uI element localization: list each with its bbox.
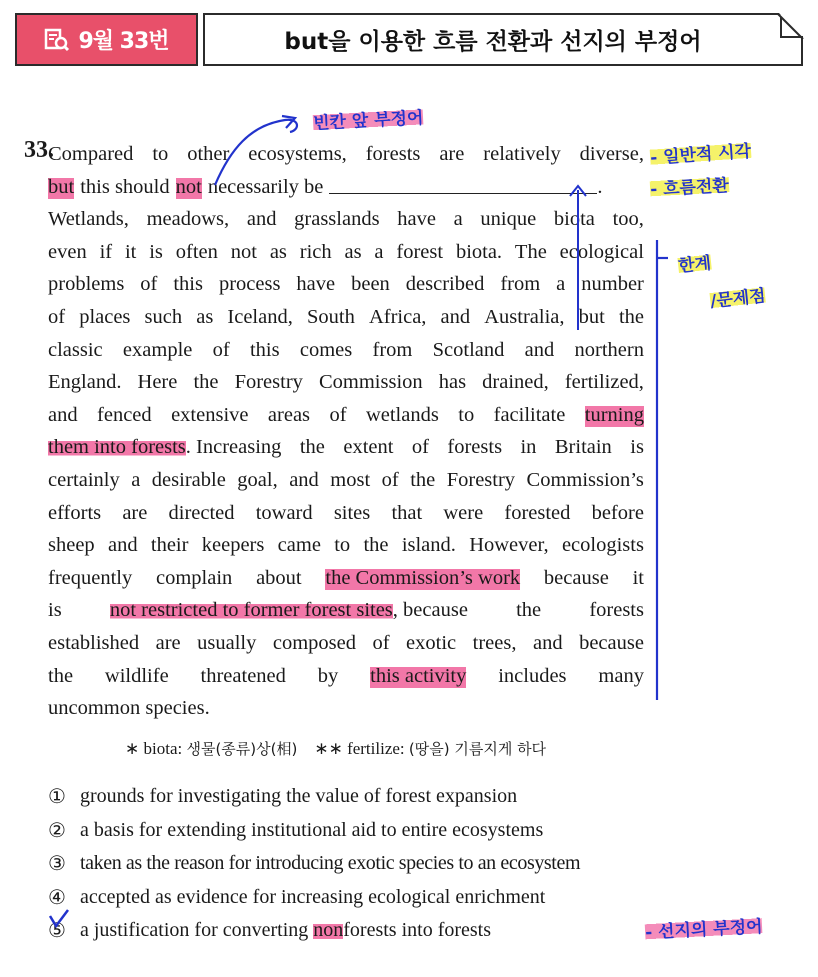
passage-word: such [144, 305, 183, 328]
passage-line-3 [48, 203, 644, 236]
answer-options [48, 780, 580, 948]
annotation-choice-negation: - 선지의 부정어 [644, 912, 763, 943]
passage-word: been [351, 273, 390, 296]
passage-line-14 [48, 562, 644, 595]
passage-word: came [277, 534, 321, 557]
passage-word: and [107, 534, 138, 557]
passage-word: are [155, 631, 181, 654]
passage-word: often [175, 240, 218, 263]
passage-word: fenced [97, 403, 152, 426]
highlight-but: but [48, 171, 74, 204]
answer-blank[interactable] [329, 171, 597, 194]
passage-word: them into forests. Increasing [48, 436, 282, 459]
document-search-icon [44, 27, 70, 53]
passage-word: forests [365, 143, 421, 165]
passage-word: is [630, 436, 644, 459]
passage-word: includes [498, 664, 567, 687]
annotation-turn: - 흐름전환 [649, 171, 729, 200]
passage-word: other [187, 143, 230, 165]
passage-word: places [79, 305, 131, 328]
passage-word: the [193, 371, 219, 394]
passage-word: Forestry [234, 371, 303, 394]
passage-word: wildlife [104, 664, 169, 687]
passage-word: Forestry [446, 468, 516, 491]
passage-word: Commission’s [526, 468, 644, 491]
passage-word: complain [156, 566, 233, 589]
option-text: forests into forests [343, 919, 492, 942]
passage-word: this [173, 273, 203, 296]
passage-word: a [131, 468, 141, 491]
option-text: taken as the reason for introducing exotic species to an ecosystem [80, 852, 581, 875]
passage-word: extensive [171, 403, 249, 426]
passage-word: of [48, 305, 66, 328]
passage-line-17 [48, 660, 644, 693]
passage-word: process [218, 273, 281, 296]
passage-line-10 [48, 431, 644, 464]
passage-text: necessarily be [207, 175, 324, 198]
passage-word: the [516, 599, 542, 622]
passage-word: as [269, 240, 287, 263]
passage-word: and [289, 468, 319, 491]
passage-word: Commission [318, 371, 423, 394]
passage-word: ecosystems, [248, 143, 347, 165]
passage-word: Australia, [484, 305, 565, 328]
option-text: grounds for investigating the value of forest expansion [80, 785, 518, 808]
passage-word: Iceland, [227, 305, 293, 328]
passage-word: meadows, [146, 208, 230, 231]
passage-word: from [372, 338, 413, 361]
passage-word: fertilized, [564, 371, 644, 394]
passage-line-9 [48, 399, 644, 432]
passage-word: it [124, 240, 137, 263]
passage-word: island. [401, 534, 456, 557]
passage-word: not restricted to former forest sites, because [109, 599, 468, 622]
arrow-head [282, 116, 295, 128]
footnote-gloss: 생물(종류)상(相) [186, 740, 298, 758]
highlight-them-into-forests: them into forests [48, 436, 186, 459]
option-number: ⑤ [48, 920, 66, 943]
passage-line-15 [48, 594, 644, 627]
passage-line-12 [48, 497, 644, 530]
passage-word: Here [137, 371, 178, 394]
passage-line-16 [48, 627, 644, 660]
passage-word: to [458, 403, 475, 426]
passage-word: England. [48, 371, 122, 394]
passage-word: even [48, 240, 87, 263]
passage-line-7 [48, 334, 644, 367]
passage-word: the [618, 305, 644, 328]
passage-line-5 [48, 268, 644, 301]
option-1[interactable] [48, 780, 580, 814]
passage-word: usually [197, 631, 257, 654]
passage-line-8 [48, 366, 644, 399]
annotation-top: 빈칸 앞 부정어 [312, 103, 424, 134]
option-text: a justification for converting [80, 919, 309, 942]
passage-word: rich [299, 240, 332, 263]
passage-word: desirable [151, 468, 226, 491]
passage-word: biota [553, 208, 595, 231]
passage-word: northern [574, 338, 644, 361]
badge-label: 9월 33번 [78, 29, 169, 54]
passage-word: example [122, 338, 193, 361]
passage-word: were [443, 501, 484, 524]
option-number: ④ [48, 886, 66, 909]
footnote [125, 738, 546, 759]
passage-line-1 [48, 138, 644, 171]
passage-word: South [306, 305, 355, 328]
highlight-not-restricted: not restricted to former forest sites [109, 599, 393, 622]
passage-word: efforts [48, 501, 102, 524]
passage-word: as [196, 305, 214, 328]
passage-word: many [598, 664, 644, 687]
passage-line-4 [48, 236, 644, 269]
header-badge [15, 13, 198, 66]
passage-word: the [299, 436, 325, 459]
passage-word: sites [333, 501, 371, 524]
passage-word: because [579, 631, 644, 654]
passage-word: to [152, 143, 169, 165]
option-number: ③ [48, 853, 66, 876]
passage-word: of [329, 403, 347, 426]
annotation-limit: 한계 [677, 248, 712, 276]
passage-word: forests [447, 436, 503, 459]
passage-word: before [591, 501, 644, 524]
passage-word: threatened [200, 664, 286, 687]
passage-word: established [48, 631, 140, 654]
passage-word: goal, [237, 468, 278, 491]
passage-word: sheep [48, 534, 95, 557]
option-number: ① [48, 786, 66, 809]
passage-word: have [296, 273, 336, 296]
passage-word: not [230, 240, 257, 263]
page-title: but을 이용한 흐름 전환과 선지의 부정어 [284, 29, 702, 55]
passage-line-18 [48, 692, 644, 725]
passage-word: described [405, 273, 485, 296]
passage-word: number [581, 273, 644, 296]
passage-word: and [524, 338, 555, 361]
passage-word: the [410, 468, 436, 491]
highlight-this-activity: this activity [370, 660, 466, 693]
passage-word: Scotland [432, 338, 505, 361]
passage-word: of [140, 273, 158, 296]
annotation-general-view: - 일반적 시각 [649, 137, 752, 169]
passage-word: of [212, 338, 230, 361]
passage-word: drained, [482, 371, 549, 394]
passage-word: this [249, 338, 280, 361]
passage-word: to [334, 534, 351, 557]
option-text: accepted as evidence for increasing ecological enrichment [80, 885, 546, 908]
passage-word: are [122, 501, 148, 524]
passage-word: by [317, 664, 339, 687]
passage-word: too, [612, 208, 644, 231]
passage-word: ecological [559, 240, 644, 263]
passage-word: a [374, 240, 384, 263]
passage-word: certainly [48, 468, 120, 491]
passage-word: of [372, 631, 390, 654]
passage-word: Compared [48, 143, 134, 165]
passage-word: classic [48, 338, 103, 361]
passage-word: has [438, 371, 467, 394]
passage-word: The [514, 240, 547, 263]
passage-word: it [632, 566, 644, 589]
passage-word: that [391, 501, 423, 524]
passage-text: . [597, 175, 603, 198]
passage-word: frequently [48, 566, 133, 589]
passage-word: and [440, 305, 471, 328]
passage-word: their [150, 534, 189, 557]
highlight-turning: turning [585, 399, 644, 432]
passage-line-2 [48, 171, 644, 204]
option-number: ② [48, 819, 66, 842]
passage-line-11 [48, 464, 644, 497]
passage-word: unique [480, 208, 537, 231]
passage-word: have [397, 208, 436, 231]
passage-word: and [48, 403, 78, 426]
passage-word: extent [343, 436, 394, 459]
passage-word: in [520, 436, 537, 459]
passage-word: biota. [455, 240, 503, 263]
passage-word: keepers [201, 534, 265, 557]
passage-word: is [48, 599, 62, 622]
passage-word: Britain [554, 436, 612, 459]
passage-word: problems [48, 273, 125, 296]
passage-word: and [246, 208, 277, 231]
passage-word: facilitate [493, 403, 566, 426]
passage-line-6 [48, 301, 644, 334]
passage-word: diverse, [579, 143, 644, 165]
passage-word: the [48, 664, 74, 687]
passage-word: toward [255, 501, 313, 524]
highlight-commission-work: the Commission’s work [325, 562, 520, 595]
passage-word: comes [299, 338, 353, 361]
option-3[interactable] [48, 847, 580, 881]
question-number: 33. [24, 137, 54, 163]
passage-word: directed [168, 501, 235, 524]
passage-word: most [330, 468, 371, 491]
passage-word: Africa, [368, 305, 427, 328]
footnote-gloss: (땅을) 기름지게 하다 [408, 740, 547, 758]
option-4[interactable] [48, 881, 580, 915]
passage-word: However, [469, 534, 549, 557]
passage-word: trees, [472, 631, 517, 654]
passage-line-13 [48, 529, 644, 562]
passage-word: of [411, 436, 429, 459]
passage-word: relatively [483, 143, 561, 165]
passage-word: composed [272, 631, 356, 654]
passage-word: from [500, 273, 541, 296]
passage-word: ecologists [561, 534, 644, 557]
passage-word: wetlands [365, 403, 439, 426]
passage-word: and [532, 631, 563, 654]
passage-word: are [439, 143, 465, 165]
passage-word: is [149, 240, 163, 263]
passage-word: as [344, 240, 362, 263]
passage-word: if [99, 240, 113, 263]
passage-word: of [381, 468, 399, 491]
passage-word: forest [396, 240, 444, 263]
passage-word: about [256, 566, 302, 589]
footnote-term: ∗ biota: [125, 739, 183, 758]
annotation-problem: /문제점 [709, 281, 767, 312]
passage-word: forested [504, 501, 571, 524]
passage-word: areas [267, 403, 311, 426]
passage-word: forests [589, 599, 644, 622]
passage-word: exotic [406, 631, 457, 654]
passage [48, 138, 644, 725]
passage-word: a [556, 273, 566, 296]
footnote-term: ∗∗ fertilize: [314, 739, 405, 758]
passage-word: grasslands [294, 208, 380, 231]
passage-word: Wetlands, [48, 208, 129, 231]
option-text: a basis for extending institutional aid to entire ecosystems [80, 818, 544, 841]
passage-word: but [578, 305, 605, 328]
option-5[interactable] [48, 914, 580, 948]
highlight-not: not [176, 171, 202, 204]
option-2[interactable] [48, 814, 580, 848]
highlight-non: non [313, 919, 344, 942]
passage-word: a [453, 208, 463, 231]
passage-word: the [363, 534, 389, 557]
passage-word: because [543, 566, 609, 589]
passage-text: this should [80, 175, 170, 198]
passage-text: uncommon species. [48, 697, 210, 720]
